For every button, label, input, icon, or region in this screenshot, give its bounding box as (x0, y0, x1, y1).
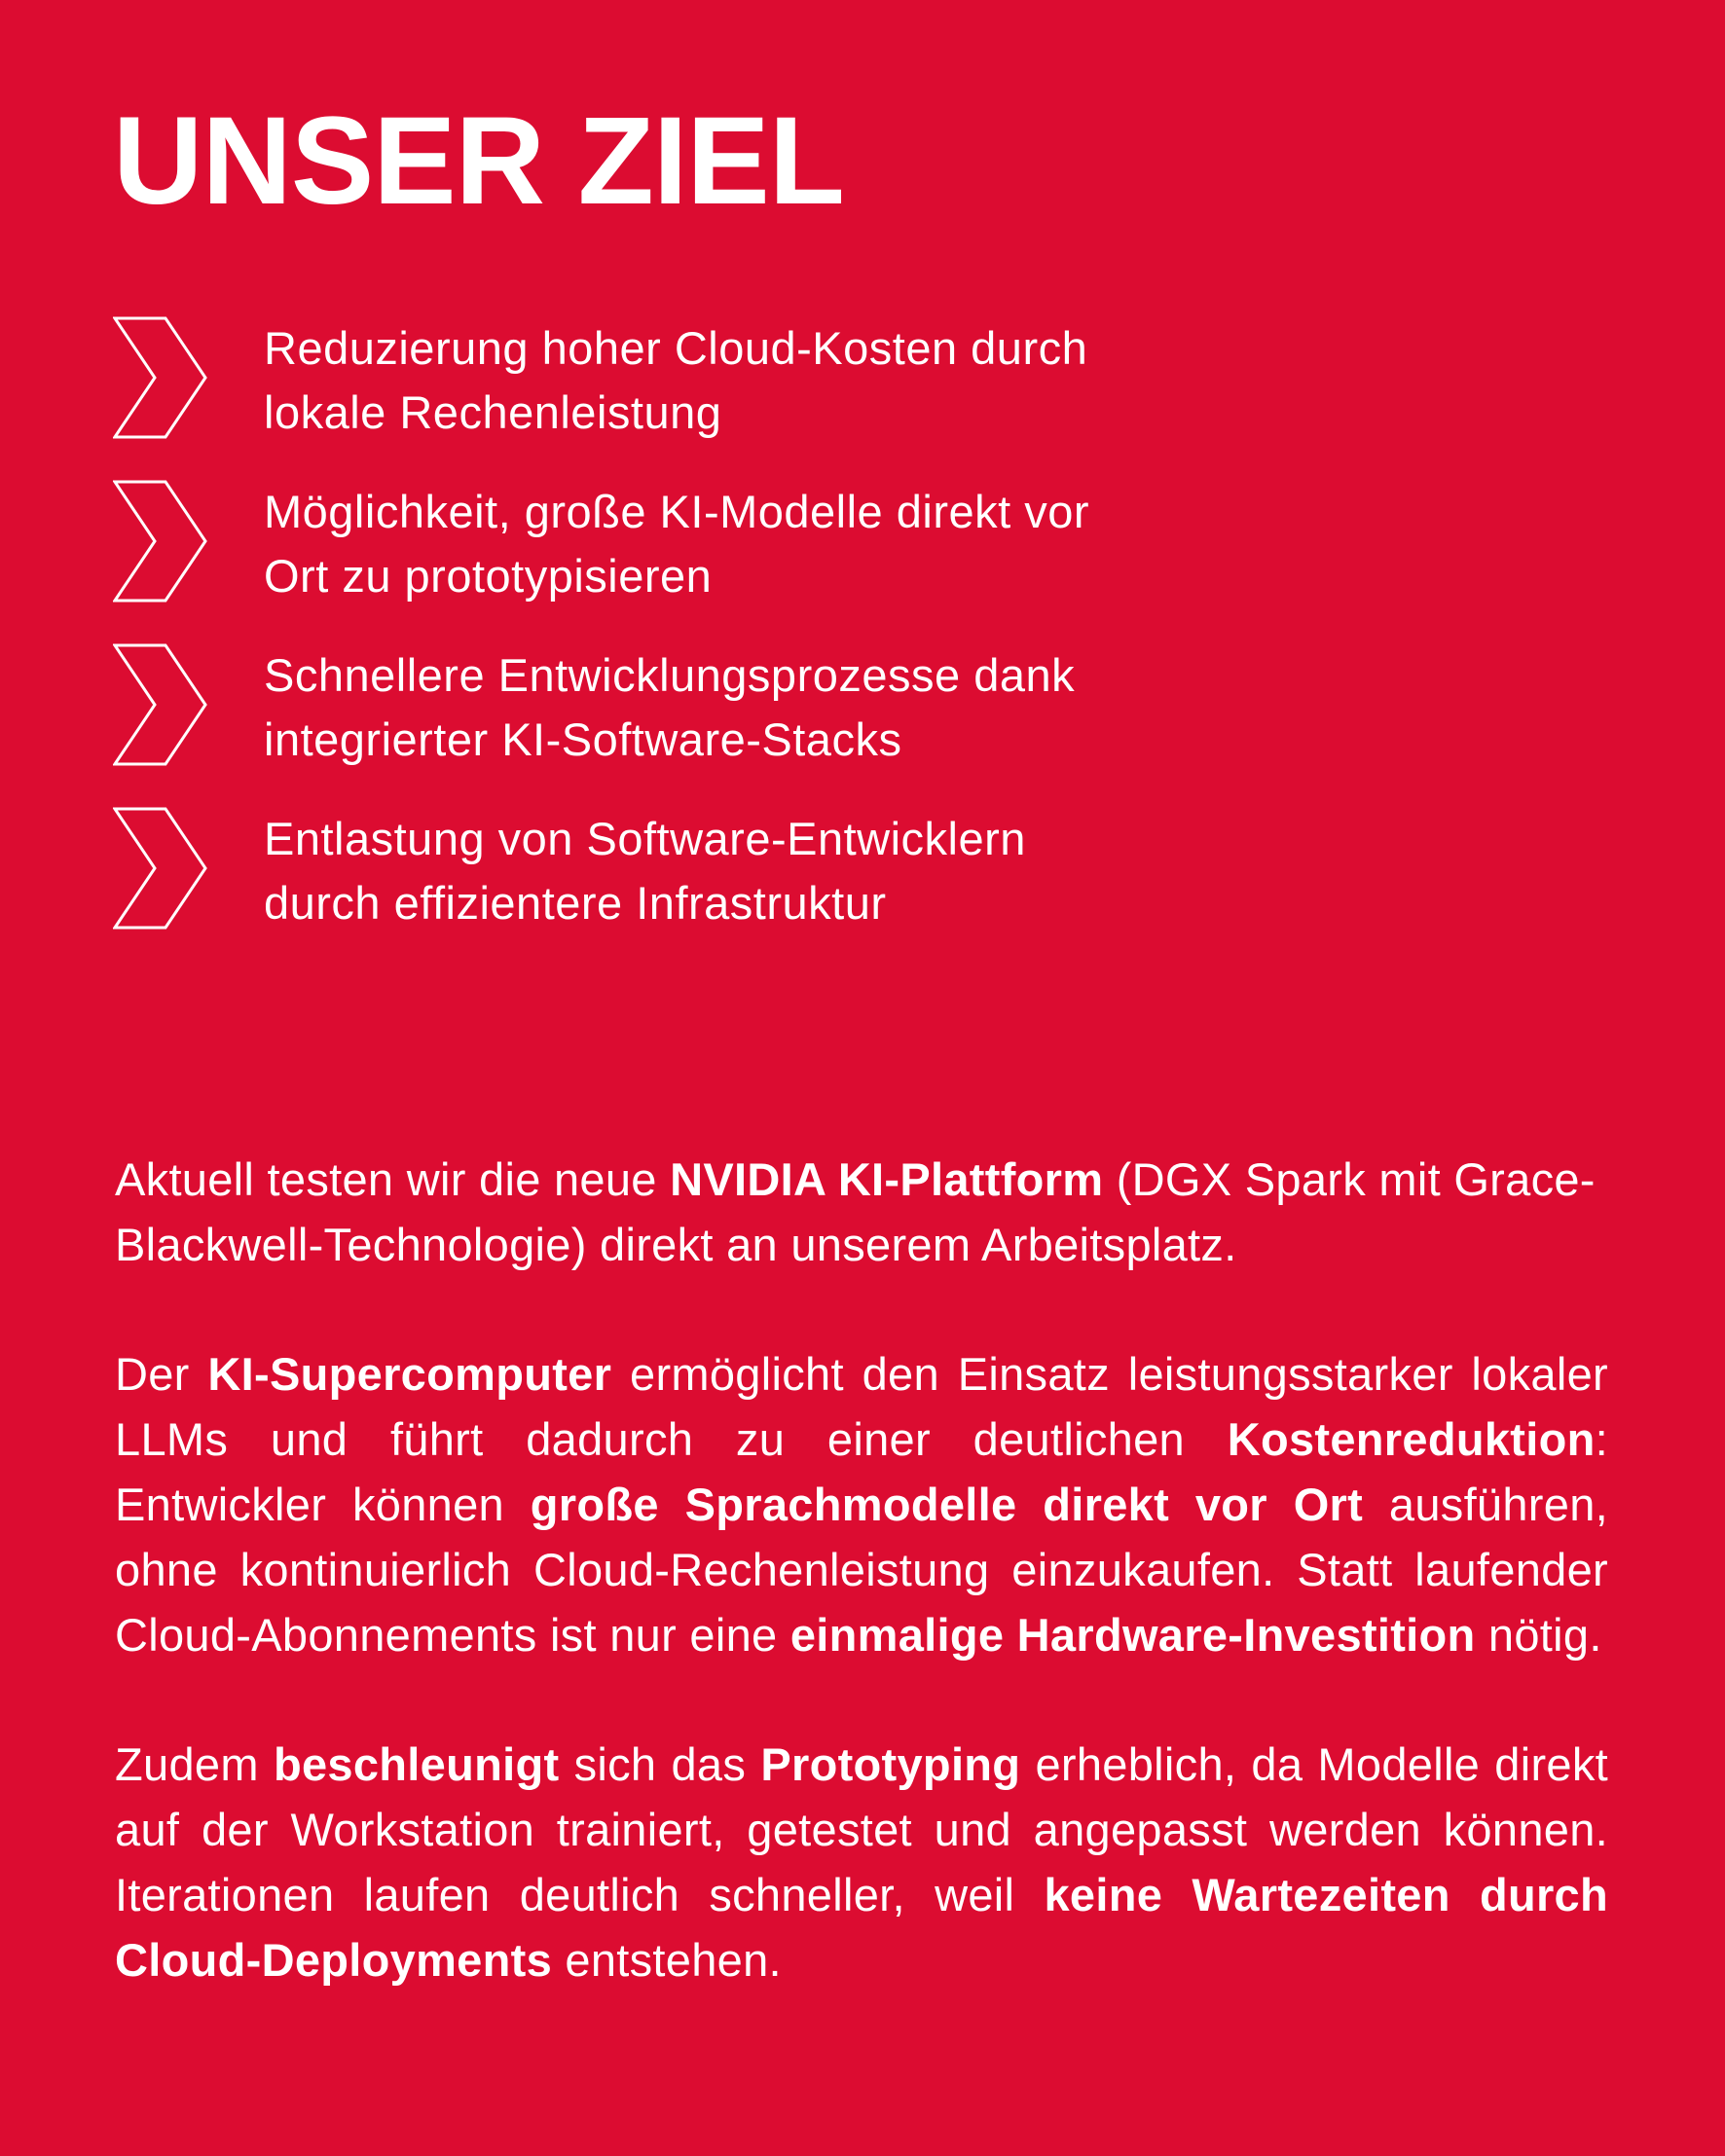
goal-item (113, 480, 1359, 643)
chevron-right-icon (113, 643, 208, 766)
highlight-text: Kostenreduktion (1227, 1413, 1596, 1465)
highlight-text: beschleunigt (273, 1738, 560, 1790)
goal-line: Möglichkeit, große KI-Modelle direkt vor (264, 486, 1090, 537)
goal-line: lokale Rechenleistung (264, 386, 722, 438)
goal-item (113, 643, 1359, 807)
goal-line: Entlastung von Software-Entwicklern (264, 813, 1026, 864)
paragraph-prototyping (115, 1732, 1608, 1992)
text-run: Der (115, 1348, 208, 1400)
text-run: : Entwickler können (115, 1413, 1608, 1530)
text-run: (DGX Spark mit Grace-Blackwell-Technologie) direkt an unserem Arbeitsplatz. (115, 1153, 1596, 1270)
goal-line: Ort zu prototypisieren (264, 550, 713, 602)
paragraph-supercomputer (115, 1341, 1608, 1667)
chevron-right-icon (113, 807, 208, 930)
body-text (115, 1147, 1608, 2057)
goal-text (264, 643, 1335, 772)
highlight-text: keine Wartezeiten durch Cloud-Deployments (115, 1869, 1609, 1986)
text-run: entstehen. (552, 1934, 782, 1986)
goal-item (113, 316, 1359, 480)
text-run: Aktuell testen wir die neue (115, 1153, 671, 1205)
goal-list (113, 316, 1359, 970)
text-run: erheblich, da Modelle direkt auf der Workstation trainiert, getestet und angepasst werden können. Iterationen laufen deutlich schneller, weil (115, 1738, 1608, 1920)
text-run: sich das (559, 1738, 761, 1790)
paragraph-platform (115, 1147, 1608, 1277)
highlight-text: NVIDIA KI-Plattform (670, 1153, 1104, 1205)
goal-line: Reduzierung hoher Cloud-Kosten durch (264, 322, 1088, 374)
goal-text (264, 807, 1335, 935)
page-title: UNSER ZIEL (113, 91, 844, 231)
highlight-text: Prototyping (760, 1738, 1021, 1790)
text-run: Zudem (115, 1738, 274, 1790)
text-run: ausführen, ohne kontinuierlich Cloud-Rechenleistung einzukaufen. Statt laufender Cloud-Abonnements ist nur eine (115, 1479, 1608, 1661)
goal-line: Schnellere Entwicklungsprozesse dank (264, 649, 1076, 701)
goal-text (264, 480, 1335, 608)
goal-item (113, 807, 1359, 970)
goal-line: durch effizientere Infrastruktur (264, 877, 887, 929)
text-run: ermöglicht den Einsatz leistungsstarker lokaler LLMs und führt dadurch zu einer deutlichen (115, 1348, 1608, 1465)
chevron-right-icon (113, 480, 208, 603)
goal-line: integrierter KI-Software-Stacks (264, 713, 902, 765)
highlight-text: große Sprachmodelle direkt vor Ort (530, 1479, 1364, 1530)
goal-text (264, 316, 1335, 445)
chevron-right-icon (113, 316, 208, 439)
text-run: nötig. (1475, 1609, 1602, 1661)
highlight-text: KI-Supercomputer (207, 1348, 612, 1400)
highlight-text: einmalige Hardware-Investition (789, 1609, 1476, 1661)
